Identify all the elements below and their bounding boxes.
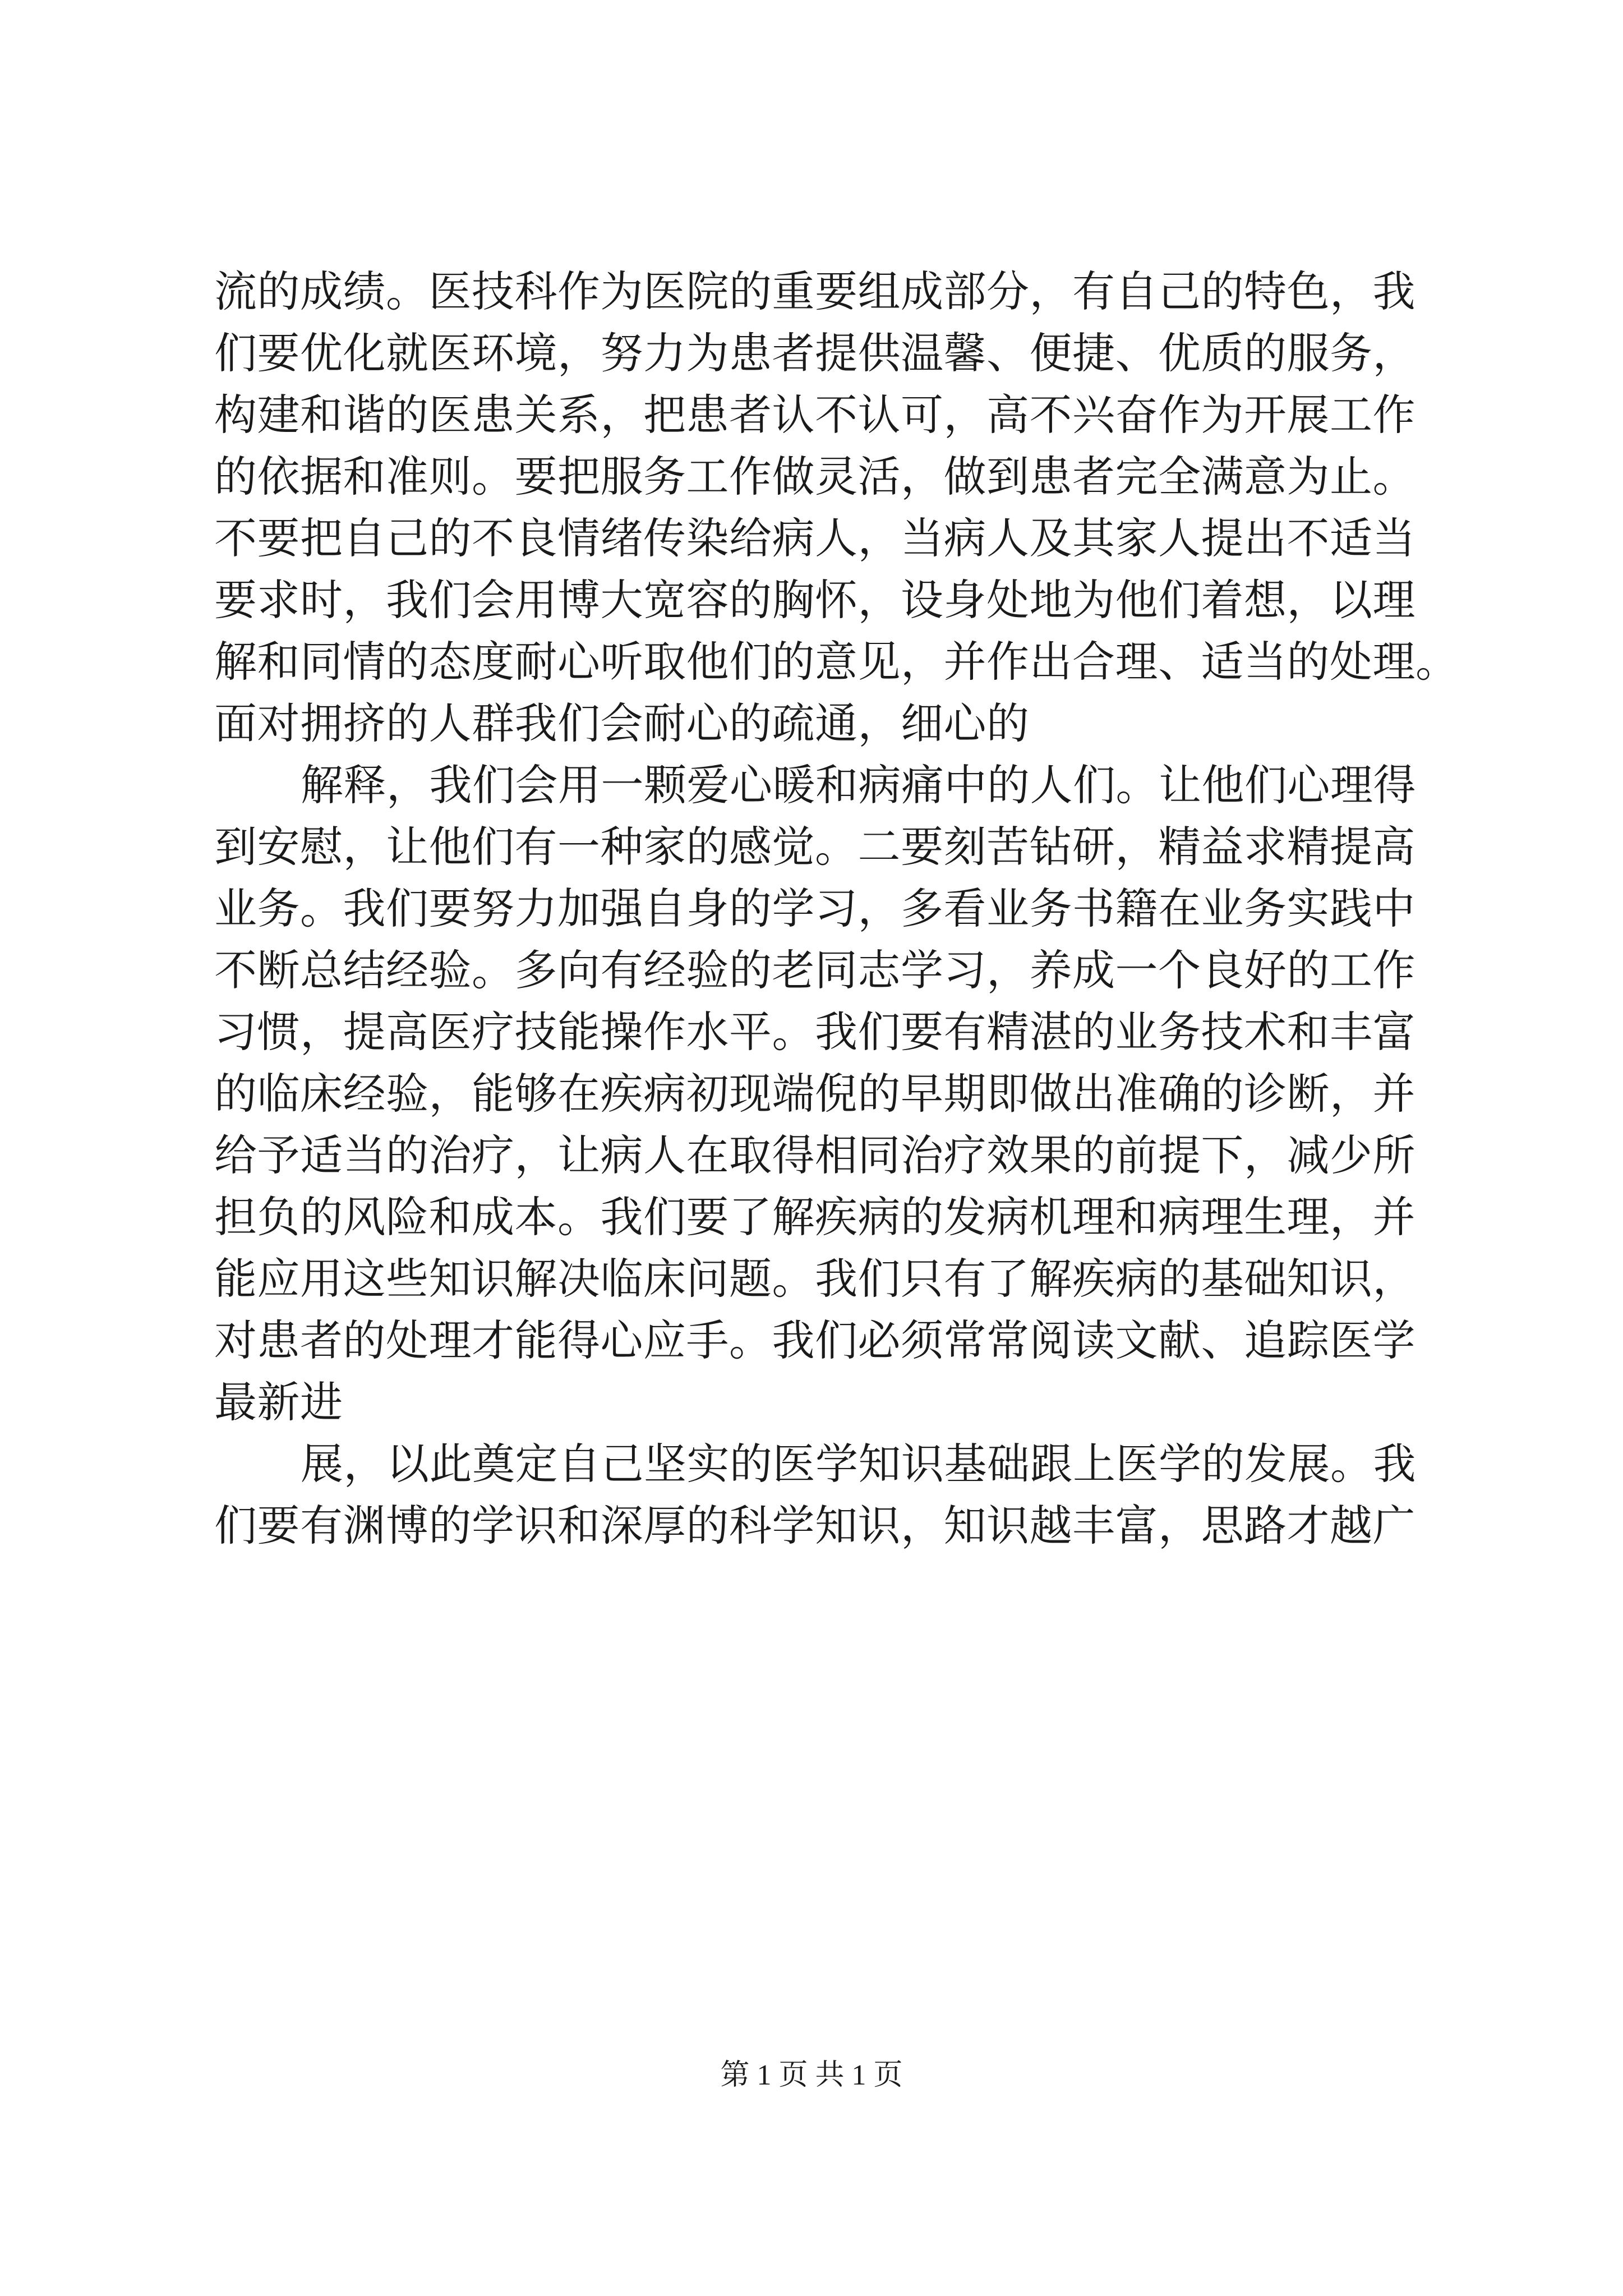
paragraph-start-line: 解释，我们会用一颗爱心暖和病痛中的人们。让他们心理得 — [301, 760, 1416, 810]
text-line: 构建和谐的医患关系，把患者认不认可，高不兴奋作为开展工作 — [214, 390, 1415, 440]
text-line: 习惯，提高医疗技能操作水平。我们要有精湛的业务技术和丰富 — [214, 1007, 1415, 1057]
text-line: 的临床经验，能够在疾病初现端倪的早期即做出准确的诊断，并 — [214, 1069, 1415, 1119]
text-line: 要求时，我们会用博大宽容的胸怀，设身处地为他们着想，以理 — [214, 575, 1415, 625]
text-line: 不要把自己的不良情绪传染给病人，当病人及其家人提出不适当 — [214, 513, 1415, 563]
text-line: 给予适当的治疗，让病人在取得相同治疗效果的前提下，减少所 — [214, 1130, 1415, 1180]
text-line: 们要优化就医环境，努力为患者提供温馨、便捷、优质的服务， — [214, 328, 1415, 378]
text-line: 到安慰，让他们有一种家的感觉。二要刻苦钻研，精益求精提高 — [214, 822, 1415, 872]
paragraph-start-line: 展，以此奠定自己坚实的医学知识基础跟上医学的发展。我 — [301, 1439, 1416, 1489]
text-line: 面对拥挤的人群我们会耐心的疏通，细心的 — [214, 698, 1030, 748]
text-line: 对患者的处理才能得心应手。我们必须常常阅读文献、追踪医学 — [214, 1315, 1415, 1365]
text-line: 流的成绩。医技科作为医院的重要组成部分，有自己的特色，我 — [214, 266, 1415, 316]
page-footer: 第 1 页 共 1 页 — [720, 2059, 903, 2091]
text-line: 不断总结经验。多向有经验的老同志学习，养成一个良好的工作 — [214, 945, 1415, 995]
text-line: 担负的风险和成本。我们要了解疾病的发病机理和病理生理，并 — [214, 1192, 1415, 1242]
text-line: 最新进 — [214, 1377, 343, 1427]
text-line: 们要有渊博的学识和深厚的科学知识，知识越丰富，思路才越广 — [214, 1501, 1415, 1550]
text-line: 的依据和准则。要把服务工作做灵活，做到患者完全满意为止。 — [214, 452, 1415, 501]
text-line: 能应用这些知识解决临床问题。我们只有了解疾病的基础知识， — [214, 1254, 1415, 1304]
text-line: 业务。我们要努力加强自身的学习，多看业务书籍在业务实践中 — [214, 884, 1415, 933]
text-line: 解和同情的态度耐心听取他们的意见，并作出合理、适当的处理。 — [214, 637, 1459, 687]
